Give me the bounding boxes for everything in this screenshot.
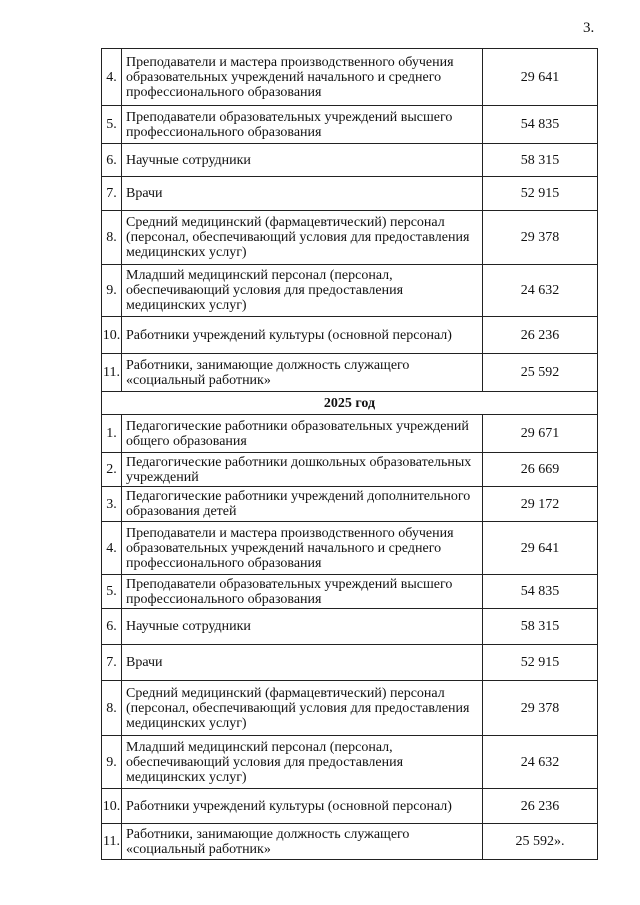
row-value: 25 592». <box>483 824 598 860</box>
row-number: 10. <box>102 789 122 824</box>
row-number: 5. <box>102 575 122 609</box>
row-value: 29 378 <box>483 211 598 265</box>
row-number: 11. <box>102 354 122 392</box>
table-row <box>102 49 598 106</box>
row-category: Преподаватели образовательных учреждений высшего профессионального образования <box>122 106 483 144</box>
row-value: 24 632 <box>483 265 598 317</box>
row-number: 9. <box>102 736 122 789</box>
table-row <box>102 609 598 645</box>
row-category: Педагогические работники образовательных учреждений общего образования <box>122 415 483 453</box>
table-row <box>102 106 598 144</box>
row-category: Преподаватели и мастера производственного обучения образовательных учреждений начального и среднего профессионального образования <box>122 49 483 106</box>
row-number: 5. <box>102 106 122 144</box>
row-number: 1. <box>102 415 122 453</box>
row-value: 29 671 <box>483 415 598 453</box>
table-row <box>102 645 598 681</box>
salary-table <box>101 48 598 860</box>
table-row <box>102 453 598 487</box>
row-number: 7. <box>102 645 122 681</box>
table-row <box>102 522 598 575</box>
row-value: 52 915 <box>483 177 598 211</box>
row-category: Работники, занимающие должность служащего «социальный работник» <box>122 354 483 392</box>
section-title: 2025 год <box>102 392 598 415</box>
row-value: 25 592 <box>483 354 598 392</box>
table-row <box>102 681 598 736</box>
table-row <box>102 177 598 211</box>
row-category: Преподаватели и мастера производственного обучения образовательных учреждений начального и среднего профессионального образования <box>122 522 483 575</box>
row-category: Работники учреждений культуры (основной персонал) <box>122 789 483 824</box>
row-value: 29 378 <box>483 681 598 736</box>
row-category: Работники, занимающие должность служащего «социальный работник» <box>122 824 483 860</box>
table-row <box>102 354 598 392</box>
row-number: 6. <box>102 144 122 177</box>
row-category: Средний медицинский (фармацевтический) персонал (персонал, обеспечивающий условия для предоставления медицинских услуг) <box>122 211 483 265</box>
row-value: 29 172 <box>483 487 598 522</box>
section-header-row <box>102 392 598 415</box>
table-row <box>102 487 598 522</box>
row-number: 4. <box>102 522 122 575</box>
row-category: Младший медицинский персонал (персонал, обеспечивающий условия для предоставления медицинских услуг) <box>122 736 483 789</box>
row-value: 52 915 <box>483 645 598 681</box>
table-row <box>102 265 598 317</box>
table-row <box>102 575 598 609</box>
row-value: 24 632 <box>483 736 598 789</box>
row-value: 26 236 <box>483 317 598 354</box>
row-value: 29 641 <box>483 49 598 106</box>
table-row <box>102 789 598 824</box>
row-number: 8. <box>102 211 122 265</box>
table-row <box>102 736 598 789</box>
row-number: 7. <box>102 177 122 211</box>
row-category: Педагогические работники учреждений дополнительного образования детей <box>122 487 483 522</box>
row-value: 26 669 <box>483 453 598 487</box>
table-row <box>102 144 598 177</box>
table-row <box>102 211 598 265</box>
row-value: 58 315 <box>483 144 598 177</box>
row-value: 54 835 <box>483 575 598 609</box>
row-category: Младший медицинский персонал (персонал, обеспечивающий условия для предоставления медицинских услуг) <box>122 265 483 317</box>
row-category: Врачи <box>122 645 483 681</box>
row-category: Научные сотрудники <box>122 144 483 177</box>
row-category: Врачи <box>122 177 483 211</box>
row-category: Преподаватели образовательных учреждений высшего профессионального образования <box>122 575 483 609</box>
row-number: 6. <box>102 609 122 645</box>
row-number: 8. <box>102 681 122 736</box>
row-category: Педагогические работники дошкольных образовательных учреждений <box>122 453 483 487</box>
row-value: 29 641 <box>483 522 598 575</box>
row-category: Научные сотрудники <box>122 609 483 645</box>
row-number: 11. <box>102 824 122 860</box>
row-number: 10. <box>102 317 122 354</box>
table-row <box>102 824 598 860</box>
row-number: 2. <box>102 453 122 487</box>
row-number: 9. <box>102 265 122 317</box>
row-category: Работники учреждений культуры (основной персонал) <box>122 317 483 354</box>
row-value: 58 315 <box>483 609 598 645</box>
page-number: 3. <box>583 20 595 36</box>
row-number: 4. <box>102 49 122 106</box>
row-value: 26 236 <box>483 789 598 824</box>
table-row <box>102 317 598 354</box>
row-value: 54 835 <box>483 106 598 144</box>
table-row <box>102 415 598 453</box>
row-number: 3. <box>102 487 122 522</box>
row-category: Средний медицинский (фармацевтический) персонал (персонал, обеспечивающий условия для предоставления медицинских услуг) <box>122 681 483 736</box>
